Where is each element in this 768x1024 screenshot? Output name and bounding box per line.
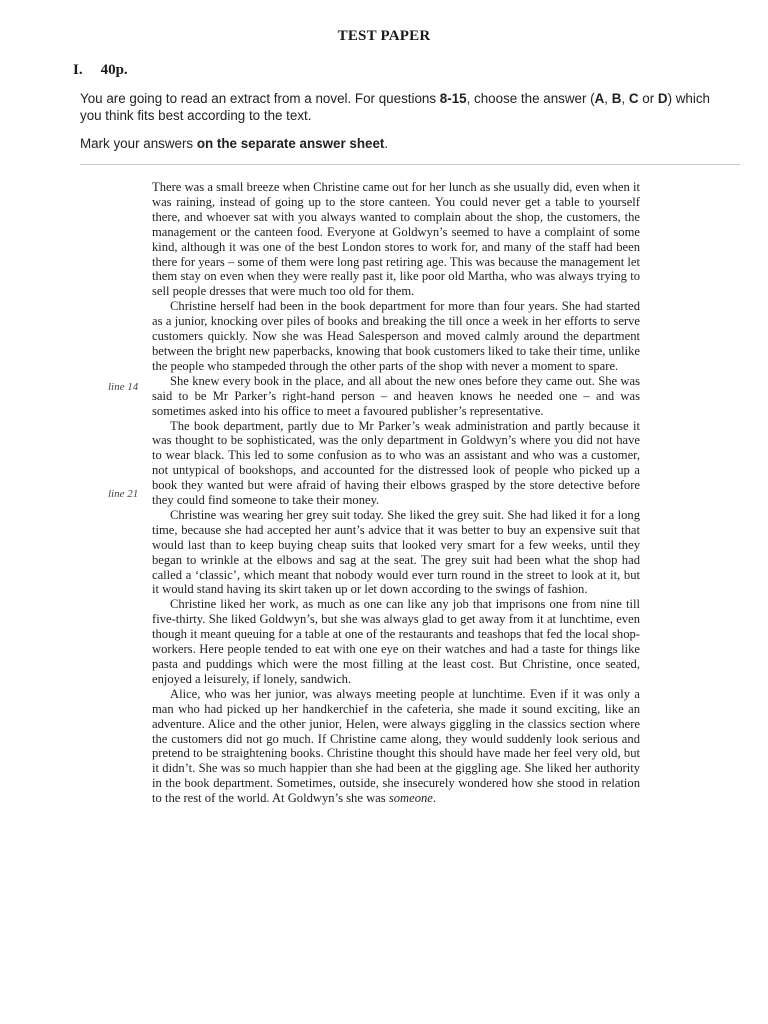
answer-sheet-instruction bbox=[80, 135, 730, 152]
option-a: A bbox=[594, 91, 605, 106]
task-instructions bbox=[80, 90, 730, 124]
passage-paragraph: Christine herself had been in the book department for more than four years. She had started as a junior, knocking over piles of books and breaking the till once a week in her efforts to serve customers quickly. Now she was Head Salesperson and moved calmly around the department between the bright new paperbacks, knowing that book customers liked to take their time, unlike the people who stampeded through the other parts of the shop with never a moment to spare. bbox=[152, 299, 640, 373]
line-marker-14: line 14 bbox=[108, 381, 139, 393]
instruction-text: Mark your answers bbox=[80, 136, 197, 151]
instruction-text: You are going to read an extract from a novel. For questions bbox=[80, 91, 440, 106]
passage-paragraph: She knew every book in the place, and all about the new ones before they came out. She was said to be Mr Parker’s right-hand person – and heaven knows he needed one – and was sometimes asked into his office to meet a favoured publisher’s representative. bbox=[152, 373, 640, 418]
section-heading bbox=[73, 62, 128, 79]
divider bbox=[80, 164, 740, 165]
reading-passage bbox=[152, 180, 640, 806]
section-points: 40p. bbox=[100, 62, 128, 78]
line-marker-21: line 21 bbox=[108, 488, 139, 500]
passage-paragraph: The book department, partly due to Mr Parker’s weak administration and partly because it was thought to be sophisticated, was the only department in Goldwyn’s where you did not have to wear black. This led to some confusion as to who was an assistant and who was a customer, not untypical of bookshops, and accounted for the distressed look of people who picked up a book they wanted but were afraid of having their elbows grasped by the store detective before they could find someone to take their money. bbox=[152, 418, 640, 508]
passage-paragraph bbox=[152, 687, 640, 806]
emphasized-word: someone bbox=[388, 791, 433, 806]
option-separator: , bbox=[621, 91, 629, 106]
option-d: D bbox=[657, 91, 668, 106]
instruction-text: . bbox=[384, 136, 389, 151]
passage-text: Alice, who was her junior, was always meeting people at lunchtime. Even if it was only a man who had picked up her handkerchief in the cafeteria, she made it sound exciting, like an adventure. Alice and the other junior, Helen, were always giggling in the classics section where the customers did not go much. If Christine came along, they would suddenly look serious and pretend to be straightening books. Christine thought this should have made her feel very old, but it didn’t. She was so much happier than she had been at the giggling age. She liked her authority in the book department. Sometimes, outside, she insecurely wondered how she stood in relation to the rest of the world. At Goldwyn’s she was bbox=[152, 686, 640, 806]
option-separator: or bbox=[638, 91, 658, 106]
instruction-text: ) which you think fits best according to the text. bbox=[80, 91, 710, 123]
option-separator: , bbox=[604, 91, 612, 106]
option-c: C bbox=[628, 91, 639, 106]
option-b: B bbox=[611, 91, 622, 106]
passage-paragraph: Christine was wearing her grey suit today. She liked the grey suit. She had liked it for a long time, because she had accepted her aunt’s advice that it was better to buy an expensive suit that would last than to keep buying cheap suits that looked very smart for a few weeks, until they began to wrinkle at the elbows and sag at the seat. The grey suit had been what the shop had called a ‘classic’, which meant that nobody would ever turn round in the street to look at it, but it would stand having its skirt taken up or let down according to the swings of fashion. bbox=[152, 507, 640, 597]
section-number: I. bbox=[73, 62, 83, 78]
question-range: 8-15 bbox=[439, 91, 467, 106]
page-title: TEST PAPER bbox=[337, 28, 431, 44]
passage-paragraph: There was a small breeze when Christine came out for her lunch as she usually did, even when it was raining, instead of going up to the store canteen. You could never get a table to yourself there, and whoever sat with you always wanted to complain about the shop, the customers, the management or the canteen food. Everyone at Goldwyn’s seemed to have a complaint of some kind, although it was one of the best London stores to work for, and many of the staff had been there for years – some of them were long past retiring age. This was because the management let them stay on even when they were really past it, like poor old Martha, who was always trying to sell people dresses that were much too old for them. bbox=[152, 180, 640, 299]
passage-paragraph: Christine liked her work, as much as one can like any job that imprisons one from nine till five-thirty. She liked Goldwyn’s, but she was always glad to get away from it at lunchtime, even though it meant queuing for a table at one of the restaurants and teashops that fed the local shop-workers. Here people tended to eat with one eye on their watches and had a taste for things like pasta and puddings which were the most filling at the least cost. But Christine, once seated, enjoyed a leisurely, if lonely, sandwich. bbox=[152, 597, 640, 686]
instruction-text: , choose the answer ( bbox=[466, 91, 595, 106]
passage-text: . bbox=[432, 791, 437, 806]
answer-sheet-emphasis: on the separate answer sheet bbox=[196, 136, 385, 151]
